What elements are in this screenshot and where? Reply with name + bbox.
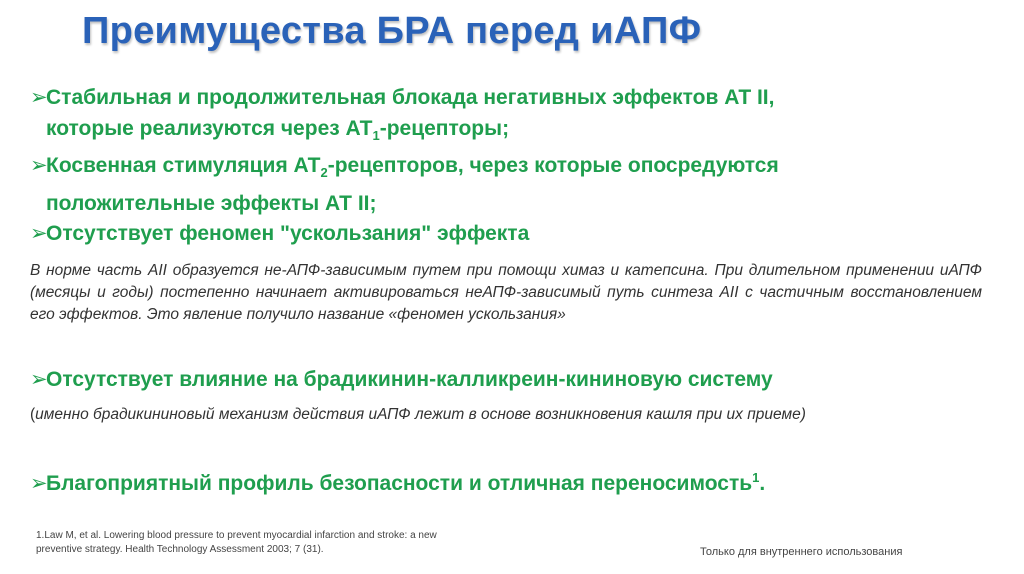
bullet-text: Стабильная и продолжительная блокада негативных эффектов АТ II, — [46, 86, 775, 109]
internal-use-label: Только для внутреннего использования — [700, 546, 903, 558]
bullet-indirect-stimulation: ➢Косвенная стимуляция $АТ_2$-рецепторов, через которые опосредуются положительные эффекты АТ II; — [30, 150, 990, 219]
note-bradykinin: (именно брадикининовый механизм действия иАПФ лежит в основе возникновения кашля при их приеме) — [30, 406, 806, 423]
reference-footnote: 1.Law M, et al. Lowering blood pressure to prevent myocardial infarction and stroke: a new preventive strategy. Health Technology Assessment 2003; 7 (31). — [36, 530, 437, 555]
bullet-no-bradykinin-effect: ➢Отсутствует влияние на брадикинин-калликреин-кининовую систему — [30, 364, 990, 395]
arrow-bullet-icon: ➢ — [30, 222, 48, 245]
bullet-safety-profile: ➢Благоприятный профиль безопасности и отличная переносимость$^1$. — [30, 462, 990, 499]
note-escape-phenomenon: В норме часть АII образуется не-АПФ-зависимым путем при помощи химаз и катепсина. При длительном применении иАПФ (месяцы и годы) постепенно начинает активироваться неАПФ-зависимый путь синтеза АII с частичным восстановлением его эффектов. Это явление получило название «феномен ускользания» — [30, 262, 982, 323]
arrow-bullet-icon: ➢ — [30, 86, 48, 109]
arrow-bullet-icon: ➢ — [30, 154, 48, 177]
slide-title: Преимущества БРА перед иАПФ — [82, 10, 702, 52]
bullet-no-escape: ➢Отсутствует феномен "ускользания" эффекта — [30, 218, 990, 249]
arrow-bullet-icon: ➢ — [30, 368, 48, 391]
arrow-bullet-icon: ➢ — [30, 472, 48, 495]
bullet-stable-blockade: ➢Стабильная и продолжительная блокада негативных эффектов АТ II, которые реализуются через $АТ_1$-рецепторы; — [30, 82, 990, 151]
